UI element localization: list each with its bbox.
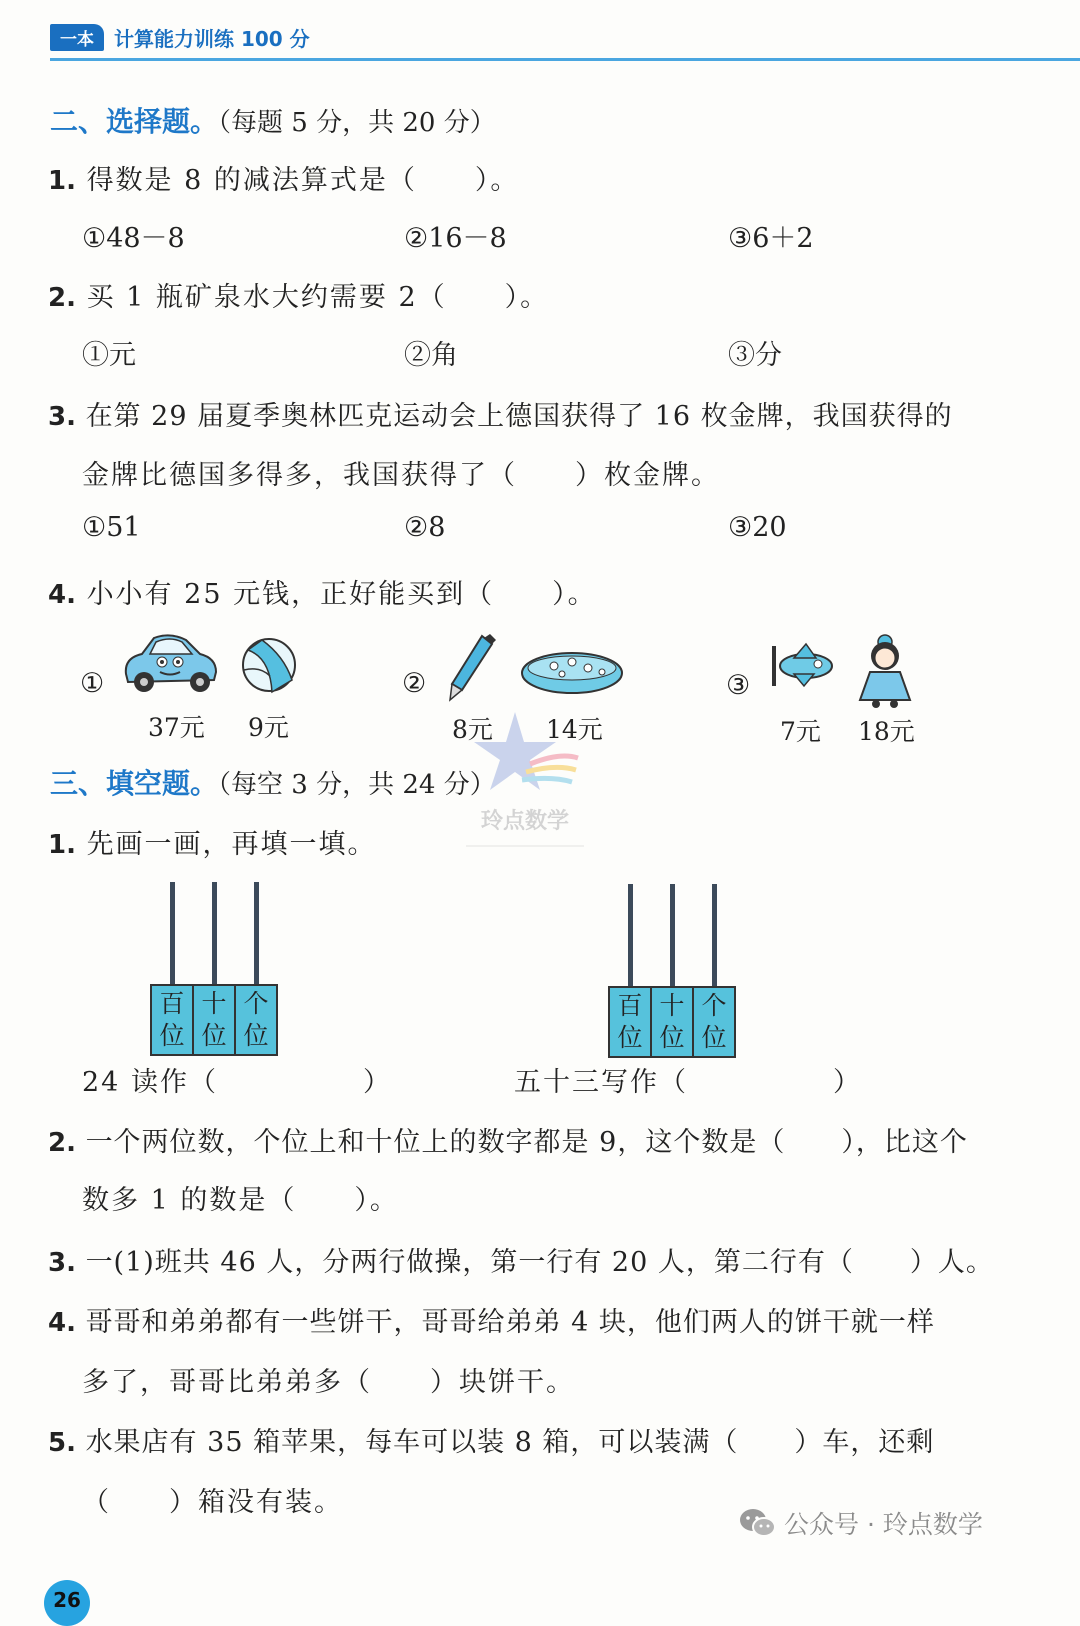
s3-q2 bbox=[48, 1120, 968, 1159]
abacus-cell-hundreds: 百 位 bbox=[152, 986, 194, 1054]
section2-heading bbox=[50, 100, 496, 140]
toy-airplane-icon bbox=[764, 640, 836, 690]
abacus-right-caption: 五十三写作（ ） bbox=[514, 1067, 862, 1098]
pencil-case-icon bbox=[518, 648, 626, 698]
abacus-rod bbox=[628, 884, 633, 988]
question-text-line1: 在第 29 届夏季奥林匹克运动会上德国获得了 16 枚金牌，我国获得的 bbox=[85, 401, 953, 432]
s2-q3 bbox=[48, 394, 953, 433]
s2-q4-mark-3: ③ bbox=[726, 670, 751, 701]
question-number: 3. bbox=[48, 1248, 76, 1278]
question-text: 先画一画，再填一填。 bbox=[86, 829, 377, 860]
s2-q3-option-3: ③20 bbox=[728, 512, 787, 543]
abacus-cell-ones: 个 位 bbox=[701, 991, 727, 1052]
s2-q3-option-2: ②8 bbox=[404, 512, 446, 543]
question-text-line2: 多了，哥哥比弟弟多（ ）块饼干。 bbox=[82, 1367, 575, 1398]
section2-note: （每题 5 分，共 20 分） bbox=[218, 108, 496, 138]
price-airplane: 7元 bbox=[780, 717, 821, 746]
s2-q3-option-1: ①51 bbox=[82, 512, 141, 543]
question-text-line2: 金牌比德国多得多，我国获得了（ ）枚金牌。 bbox=[82, 460, 720, 491]
svg-text:玲点数学: 玲点数学 bbox=[480, 809, 570, 834]
question-text-line2: （ ）箱没有装。 bbox=[82, 1487, 343, 1518]
wechat-icon bbox=[738, 1507, 776, 1539]
page-number: 26 bbox=[44, 1580, 90, 1626]
section3-heading bbox=[50, 762, 496, 802]
s3-q3 bbox=[48, 1240, 994, 1279]
question-number: 2. bbox=[48, 283, 76, 313]
abacus-rod bbox=[670, 884, 675, 988]
price-car: 37元 bbox=[148, 713, 205, 742]
s2-q1 bbox=[48, 158, 519, 197]
abacus-cell-tens: 十 位 bbox=[652, 988, 694, 1056]
s2-q2-option-3: ③分 bbox=[728, 340, 782, 371]
s2-q1-option-2: ②16－8 bbox=[404, 223, 507, 254]
question-number: 5. bbox=[48, 1428, 76, 1458]
question-text: 一(1)班共 46 人，分两行做操，第一行有 20 人，第二行有（ ）人。 bbox=[85, 1247, 994, 1278]
s2-q2-option-2: ②角 bbox=[404, 340, 458, 371]
abacus-base bbox=[608, 986, 736, 1058]
question-number: 1. bbox=[48, 830, 76, 860]
s2-q4-mark-1: ① bbox=[80, 668, 105, 699]
question-number: 1. bbox=[48, 166, 76, 196]
s2-q2 bbox=[48, 275, 549, 314]
header-title: 计算能力训练 100 分 bbox=[114, 26, 310, 51]
abacus-rod bbox=[712, 884, 717, 988]
s2-q2-option-1: ①元 bbox=[82, 340, 136, 371]
question-text-line1: 一个两位数，个位上和十位上的数字都是 9，这个数是（ ），比这个 bbox=[85, 1127, 968, 1158]
price-pencil-case: 14元 bbox=[546, 715, 603, 744]
header-badge: 一本 bbox=[50, 24, 104, 51]
s3-q4 bbox=[48, 1300, 935, 1339]
page-header bbox=[50, 22, 310, 52]
price-doll: 18元 bbox=[858, 717, 915, 746]
question-number: 3. bbox=[48, 402, 76, 432]
question-text: 得数是 8 的减法算式是（ ）。 bbox=[86, 165, 520, 196]
abacus-rod bbox=[170, 882, 175, 986]
ball-icon bbox=[240, 636, 298, 694]
section3-note: （每空 3 分，共 24 分） bbox=[218, 770, 496, 800]
abacus-left-caption: 24 读作（ ） bbox=[82, 1067, 392, 1098]
abacus-cell-ones: 个 位 bbox=[243, 989, 269, 1050]
toy-car-icon bbox=[120, 632, 220, 694]
question-number: 2. bbox=[48, 1128, 76, 1158]
header-divider bbox=[50, 58, 1080, 61]
abacus-rod bbox=[254, 882, 259, 986]
abacus-base bbox=[150, 984, 278, 1056]
question-number: 4. bbox=[48, 1308, 76, 1338]
section2-title: 二、选择题。 bbox=[50, 105, 219, 138]
question-number: 4. bbox=[48, 580, 76, 610]
price-ball: 9元 bbox=[248, 713, 289, 742]
s2-q4 bbox=[48, 572, 597, 611]
pen-icon bbox=[444, 632, 498, 704]
s2-q1-option-3: ③6＋2 bbox=[728, 223, 814, 254]
abacus-cell-hundreds: 百 位 bbox=[610, 988, 652, 1056]
question-text: 小小有 25 元钱，正好能买到（ ）。 bbox=[86, 579, 597, 610]
price-pen: 8元 bbox=[452, 715, 493, 744]
s2-q1-option-1: ①48－8 bbox=[82, 223, 185, 254]
abacus-rod bbox=[212, 882, 217, 986]
question-text-line2: 数多 1 的数是（ ）。 bbox=[82, 1185, 399, 1216]
question-text-line1: 水果店有 35 箱苹果，每车可以装 8 箱，可以装满（ ）车，还剩 bbox=[85, 1427, 935, 1458]
s2-q4-mark-2: ② bbox=[402, 668, 427, 699]
s3-q5 bbox=[48, 1420, 934, 1459]
question-text: 买 1 瓶矿泉水大约需要 2（ ）。 bbox=[86, 282, 550, 313]
wechat-watermark bbox=[738, 1505, 983, 1541]
question-text-line1: 哥哥和弟弟都有一些饼干，哥哥给弟弟 4 块，他们两人的饼干就一样 bbox=[85, 1307, 935, 1338]
section3-title: 三、填空题。 bbox=[50, 767, 219, 800]
s3-q1 bbox=[48, 822, 377, 861]
abacus-cell-tens: 十 位 bbox=[194, 986, 236, 1054]
watermark-text: 公众号 · 玲点数学 bbox=[784, 1510, 983, 1539]
doll-icon bbox=[856, 634, 914, 708]
